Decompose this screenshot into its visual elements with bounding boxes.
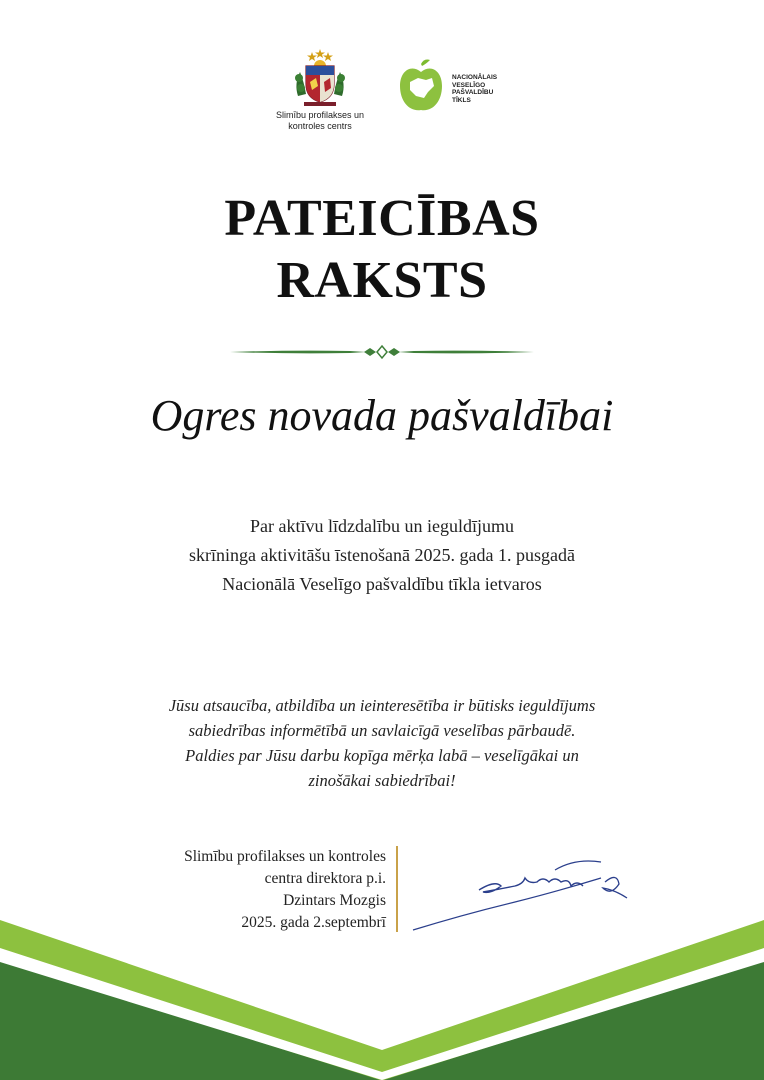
body-text xyxy=(0,512,764,599)
nvpt-text-line1: NACIONĀLAIS xyxy=(452,74,498,81)
body-line3: Nacionālā Veselīgo pašvaldību tīkla ietvaros xyxy=(222,574,542,594)
certificate-title xyxy=(0,188,764,312)
ornament-divider xyxy=(230,342,534,362)
spkc-caption-line1: Slimību profilakses un xyxy=(275,110,365,120)
bottom-decoration xyxy=(0,900,764,1080)
nvpt-text-line3: PAŠVALDĪBU xyxy=(452,89,494,96)
quote-line3: Paldies par Jūsu darbu kopīga mērķa labā – veselīgākai un xyxy=(185,746,579,765)
signer-name: Dzintars Mozgis xyxy=(283,892,386,909)
quote-line2: sabiedrības informētībā un savlaicīgā veselības pārbaudē. xyxy=(188,721,576,740)
thanks-message xyxy=(0,693,764,793)
body-line2: skrīninga aktivitāšu īstenošanā 2025. gada 1. pusgadā xyxy=(189,545,575,565)
signer-line1: Slimību profilakses un kontroles xyxy=(184,848,386,865)
quote-line1: Jūsu atsaucība, atbildība un ieinteresētība ir būtisks ieguldījums xyxy=(168,696,596,715)
apple-icon xyxy=(398,58,444,114)
signer-line2: centra direktora p.i. xyxy=(264,870,386,887)
quote-line4: zinošākai sabiedrībai! xyxy=(308,771,456,790)
nvpt-logo xyxy=(398,58,528,118)
title-line2: RAKSTS xyxy=(276,252,488,309)
nvpt-text-line2: VESELĪGO xyxy=(452,81,486,89)
signer-date: 2025. gada 2.septembrī xyxy=(241,914,386,931)
spkc-caption-line2: kontroles centrs xyxy=(288,121,352,131)
recipient-name: Ogres novada pašvaldībai xyxy=(150,391,614,440)
body-line1: Par aktīvu līdzdalību un ieguldījumu xyxy=(250,516,514,536)
nvpt-text-line4: TĪKLS xyxy=(452,96,471,104)
coat-of-arms-icon xyxy=(290,48,350,108)
title-line1: PATEICĪBAS xyxy=(224,190,540,247)
spkc-logo xyxy=(270,48,370,132)
